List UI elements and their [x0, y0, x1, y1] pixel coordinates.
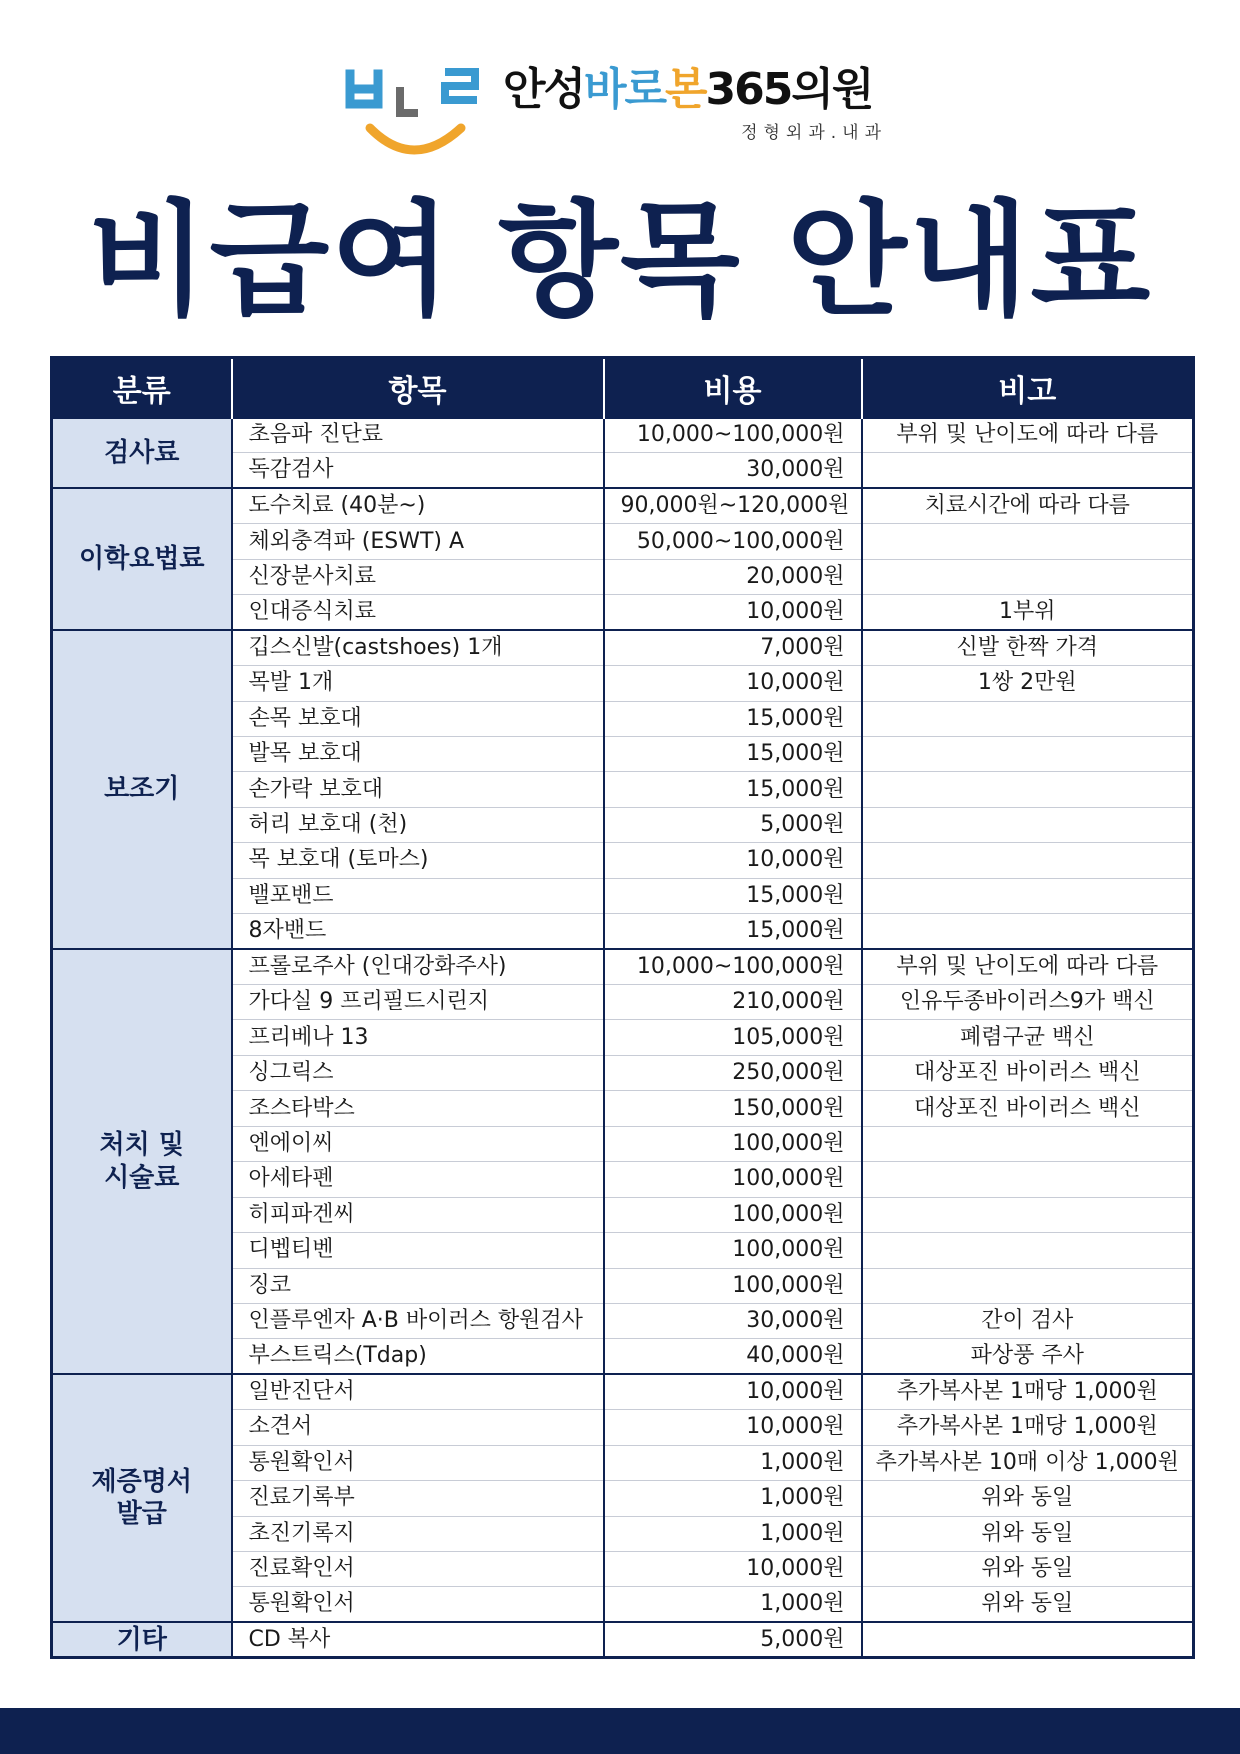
- cost-cell: 250,000원: [604, 1055, 862, 1090]
- note-cell: 위와 동일: [862, 1587, 1194, 1622]
- cost-cell: 90,000원~120,000원: [604, 488, 862, 523]
- item-cell: 통원확인서: [232, 1587, 604, 1622]
- cost-cell: 10,000원: [604, 843, 862, 878]
- cost-cell: 10,000원: [604, 595, 862, 630]
- note-cell: [862, 807, 1194, 842]
- item-cell: 손목 보호대: [232, 701, 604, 736]
- clinic-name-part: 본: [665, 64, 706, 115]
- cost-cell: 10,000원: [604, 666, 862, 701]
- category-cell: [52, 630, 232, 949]
- category-line: 시술료: [104, 1162, 180, 1193]
- item-cell: 허리 보호대 (천): [232, 807, 604, 842]
- note-cell: 치료시간에 따라 다름: [862, 488, 1194, 523]
- item-cell: 아세타펜: [232, 1162, 604, 1197]
- logo-smile: [370, 128, 461, 150]
- clinic-name-part: 안성: [503, 64, 585, 115]
- fee-table: [50, 356, 1195, 1659]
- note-cell: [862, 1268, 1194, 1303]
- item-cell: 조스타박스: [232, 1091, 604, 1126]
- note-cell: [862, 1162, 1194, 1197]
- table-row: [52, 488, 1194, 523]
- item-cell: 발목 보호대: [232, 736, 604, 771]
- item-cell: 소견서: [232, 1410, 604, 1445]
- cost-cell: 15,000원: [604, 772, 862, 807]
- item-cell: 밸포밴드: [232, 878, 604, 913]
- cost-cell: 10,000원: [604, 1410, 862, 1445]
- table-header-row: [52, 358, 1194, 418]
- clinic-logo: [345, 62, 905, 162]
- note-cell: [862, 1233, 1194, 1268]
- logo-letter-r: [445, 72, 477, 100]
- cost-cell: 100,000원: [604, 1197, 862, 1232]
- item-cell: 신장분사치료: [232, 559, 604, 594]
- note-cell: 추가복사본 1매당 1,000원: [862, 1410, 1194, 1445]
- logo-letter-n: [400, 87, 418, 113]
- cost-cell: 10,000원: [604, 1374, 862, 1409]
- cost-cell: 15,000원: [604, 736, 862, 771]
- cost-cell: 10,000~100,000원: [604, 418, 862, 453]
- cost-cell: 30,000원: [604, 453, 862, 488]
- category-cell: [52, 488, 232, 630]
- item-cell: 목발 1개: [232, 666, 604, 701]
- category-line: 발급: [116, 1499, 167, 1530]
- item-cell: 엔에이씨: [232, 1126, 604, 1161]
- note-cell: [862, 559, 1194, 594]
- cost-cell: 15,000원: [604, 914, 862, 949]
- note-cell: 파상풍 주사: [862, 1339, 1194, 1374]
- note-cell: [862, 736, 1194, 771]
- note-cell: 인유두종바이러스9가 백신: [862, 985, 1194, 1020]
- note-cell: [862, 772, 1194, 807]
- cost-cell: 100,000원: [604, 1126, 862, 1161]
- clinic-name: [503, 62, 872, 118]
- cost-cell: 150,000원: [604, 1091, 862, 1126]
- item-cell: 인플루엔자 A·B 바이러스 항원검사: [232, 1303, 604, 1338]
- cost-cell: 1,000원: [604, 1445, 862, 1480]
- cost-cell: 20,000원: [604, 559, 862, 594]
- note-cell: 부위 및 난이도에 따라 다름: [862, 949, 1194, 984]
- cost-cell: 40,000원: [604, 1339, 862, 1374]
- note-cell: [862, 1126, 1194, 1161]
- note-cell: 부위 및 난이도에 따라 다름: [862, 418, 1194, 453]
- note-cell: 추가복사본 10매 이상 1,000원: [862, 1445, 1194, 1480]
- cost-cell: 5,000원: [604, 807, 862, 842]
- item-cell: 손가락 보호대: [232, 772, 604, 807]
- cost-cell: 7,000원: [604, 630, 862, 665]
- header-item: 항목: [232, 358, 604, 418]
- item-cell: 프롤로주사 (인대강화주사): [232, 949, 604, 984]
- note-cell: [862, 1197, 1194, 1232]
- cost-cell: 100,000원: [604, 1268, 862, 1303]
- item-cell: 부스트릭스(Tdap): [232, 1339, 604, 1374]
- cost-cell: 5,000원: [604, 1622, 862, 1657]
- note-cell: 위와 동일: [862, 1516, 1194, 1551]
- cost-cell: 1,000원: [604, 1516, 862, 1551]
- category-cell: [52, 949, 232, 1374]
- clinic-subtitle: 정형외과.내과: [741, 123, 887, 143]
- note-cell: [862, 524, 1194, 559]
- cost-cell: 1,000원: [604, 1587, 862, 1622]
- item-cell: 프리베나 13: [232, 1020, 604, 1055]
- cost-cell: 105,000원: [604, 1020, 862, 1055]
- cost-cell: 10,000~100,000원: [604, 949, 862, 984]
- cost-cell: 100,000원: [604, 1233, 862, 1268]
- logo-letter-b: [350, 74, 378, 104]
- item-cell: 목 보호대 (토마스): [232, 843, 604, 878]
- category-line: 검사료: [104, 437, 180, 468]
- table-row: [52, 418, 1194, 453]
- cost-cell: 10,000원: [604, 1552, 862, 1587]
- note-cell: 1쌍 2만원: [862, 666, 1194, 701]
- cost-cell: 210,000원: [604, 985, 862, 1020]
- note-cell: [862, 878, 1194, 913]
- cost-cell: 100,000원: [604, 1162, 862, 1197]
- category-line: 이학요법료: [78, 544, 205, 574]
- category-line: 보조기: [104, 774, 180, 805]
- note-cell: 간이 검사: [862, 1303, 1194, 1338]
- table-row: [52, 949, 1194, 984]
- footer-bar: [0, 1708, 1240, 1754]
- table-row: [52, 1374, 1194, 1409]
- note-cell: [862, 1622, 1194, 1657]
- item-cell: 일반진단서: [232, 1374, 604, 1409]
- item-cell: 초진기록지: [232, 1516, 604, 1551]
- clinic-name-part: 바로: [584, 64, 666, 115]
- header-cost: 비용: [604, 358, 862, 418]
- category-cell: [52, 1622, 232, 1657]
- cost-cell: 15,000원: [604, 878, 862, 913]
- smile-logo-icon: [345, 62, 485, 162]
- cost-cell: 30,000원: [604, 1303, 862, 1338]
- table-row: [52, 630, 1194, 665]
- note-cell: 추가복사본 1매당 1,000원: [862, 1374, 1194, 1409]
- table-row: [52, 1622, 1194, 1657]
- item-cell: 통원확인서: [232, 1445, 604, 1480]
- item-cell: 초음파 진단료: [232, 418, 604, 453]
- note-cell: 1부위: [862, 595, 1194, 630]
- item-cell: 히피파겐씨: [232, 1197, 604, 1232]
- item-cell: 독감검사: [232, 453, 604, 488]
- item-cell: 깁스신발(castshoes) 1개: [232, 630, 604, 665]
- category-line: 처치 및: [99, 1130, 184, 1161]
- note-cell: [862, 914, 1194, 949]
- item-cell: 인대증식치료: [232, 595, 604, 630]
- header-category: 분류: [52, 358, 232, 418]
- item-cell: 싱그릭스: [232, 1055, 604, 1090]
- header-note: 비고: [862, 358, 1194, 418]
- category-line: 제증명서: [91, 1466, 192, 1497]
- item-cell: 진료기록부: [232, 1481, 604, 1516]
- item-cell: CD 복사: [232, 1622, 604, 1657]
- item-cell: 가다실 9 프리필드시린지: [232, 985, 604, 1020]
- item-cell: 징코: [232, 1268, 604, 1303]
- page-title: 비급여 항목 안내표: [87, 189, 1153, 333]
- note-cell: 위와 동일: [862, 1552, 1194, 1587]
- note-cell: 위와 동일: [862, 1481, 1194, 1516]
- note-cell: 신발 한짝 가격: [862, 630, 1194, 665]
- clinic-name-part: 365의원: [705, 64, 873, 115]
- category-line: 기타: [116, 1624, 167, 1655]
- cost-cell: 50,000~100,000원: [604, 524, 862, 559]
- item-cell: 8자밴드: [232, 914, 604, 949]
- note-cell: [862, 453, 1194, 488]
- category-cell: [52, 418, 232, 489]
- item-cell: 디벱티벤: [232, 1233, 604, 1268]
- note-cell: 대상포진 바이러스 백신: [862, 1091, 1194, 1126]
- note-cell: 폐렴구균 백신: [862, 1020, 1194, 1055]
- category-cell: [52, 1374, 232, 1622]
- cost-cell: 15,000원: [604, 701, 862, 736]
- cost-cell: 1,000원: [604, 1481, 862, 1516]
- item-cell: 진료확인서: [232, 1552, 604, 1587]
- item-cell: 체외충격파 (ESWT) A: [232, 524, 604, 559]
- note-cell: 대상포진 바이러스 백신: [862, 1055, 1194, 1090]
- note-cell: [862, 843, 1194, 878]
- note-cell: [862, 701, 1194, 736]
- item-cell: 도수치료 (40분~): [232, 488, 604, 523]
